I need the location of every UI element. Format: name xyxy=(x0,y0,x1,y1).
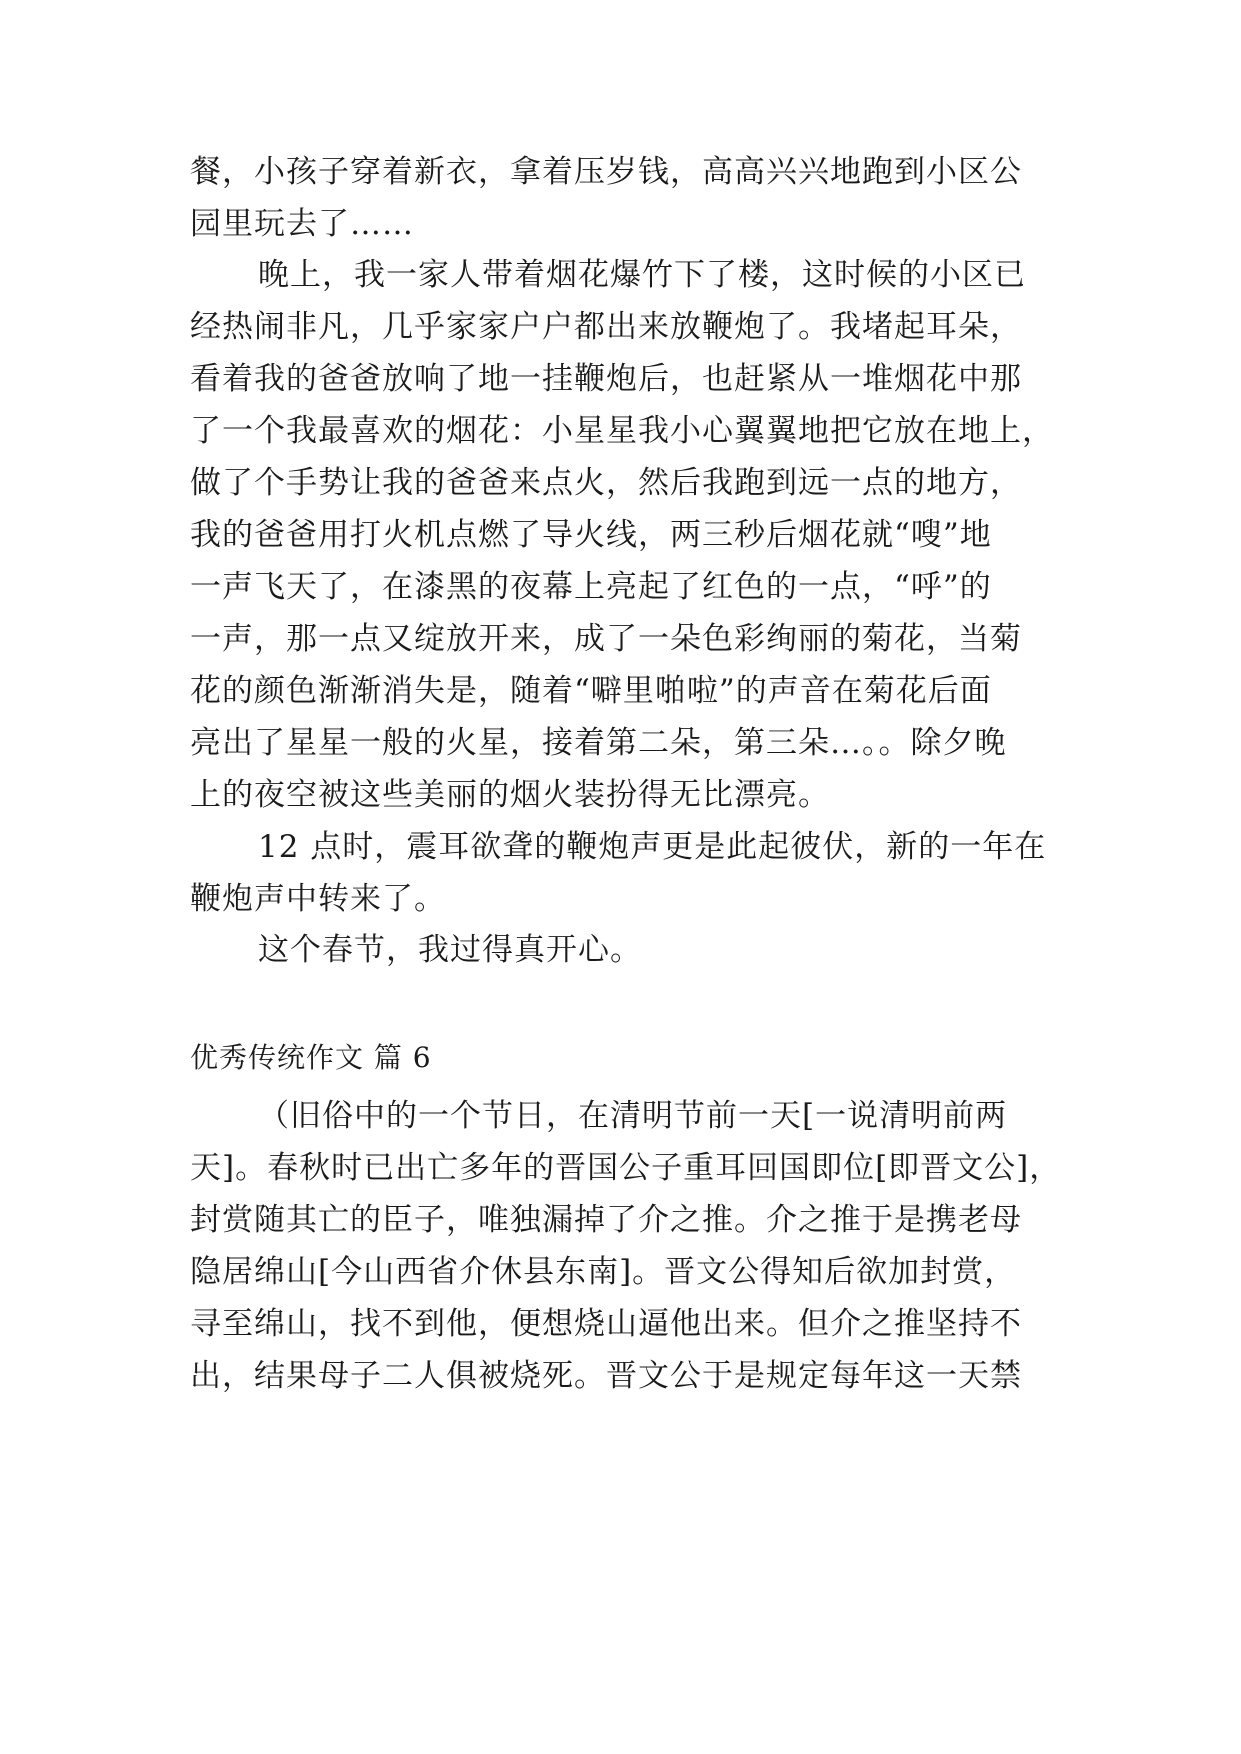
paragraph-start-line: （旧俗中的一个节日，在清明节前一天[一说清明前两 xyxy=(258,1098,1008,1134)
paragraph-start-line: 12 点时，震耳欲聋的鞭炮声更是此起彼伏，新的一年在 xyxy=(258,829,1047,865)
text-line: 封赏随其亡的臣子，唯独漏掉了介之推。介之推于是携老母 xyxy=(190,1202,1022,1238)
text-line: 一声飞天了，在漆黑的夜幕上亮起了红色的一点，“呼”的 xyxy=(190,569,992,605)
text-line: 我的爸爸用打火机点燃了导火线，两三秒后烟花就“嗖”地 xyxy=(190,517,992,553)
text-line: 花的颜色渐渐消失是，随着“噼里啪啦”的声音在菊花后面 xyxy=(190,673,992,709)
text-line: 园里玩去了…… xyxy=(190,206,414,242)
text-line: 上的夜空被这些美丽的烟火装扮得无比漂亮。 xyxy=(190,777,830,813)
text-line: 鞭炮声中转来了。 xyxy=(190,881,446,917)
text-line: 寻至绵山，找不到他，便想烧山逼他出来。但介之推坚持不 xyxy=(190,1306,1022,1342)
text-line: 看着我的爸爸放响了地一挂鞭炮后，也赶紧从一堆烟花中那 xyxy=(190,361,1022,397)
text-line: 了一个我最喜欢的烟花：小星星我小心翼翼地把它放在地上， xyxy=(190,413,1054,449)
text-line: 隐居绵山[今山西省介休县东南]。晋文公得知后欲加封赏， xyxy=(190,1254,1017,1290)
text-line: 出，结果母子二人俱被烧死。晋文公于是规定每年这一天禁 xyxy=(190,1358,1022,1394)
text-line: 一声，那一点又绽放开来，成了一朵色彩绚丽的菊花，当菊 xyxy=(190,621,1022,657)
text-line: 经热闹非凡，几乎家家户户都出来放鞭炮了。我堵起耳朵， xyxy=(190,309,1022,345)
text-line: 做了个手势让我的爸爸来点火，然后我跑到远一点的地方， xyxy=(190,465,1022,501)
text-line: 亮出了星星一般的火星，接着第二朵，第三朵…。。除夕晚 xyxy=(190,725,1007,761)
paragraph-start-line: 晚上，我一家人带着烟花爆竹下了楼，这时候的小区已 xyxy=(258,257,1026,293)
section-heading: 优秀传统作文 篇 6 xyxy=(190,1041,432,1074)
text-line: 餐，小孩子穿着新衣，拿着压岁钱，高高兴兴地跑到小区公 xyxy=(190,154,1022,190)
paragraph-start-line: 这个春节，我过得真开心。 xyxy=(258,932,642,968)
text-line: 天]。春秋时已出亡多年的晋国公子重耳回国即位[即晋文公]， xyxy=(190,1150,1062,1186)
